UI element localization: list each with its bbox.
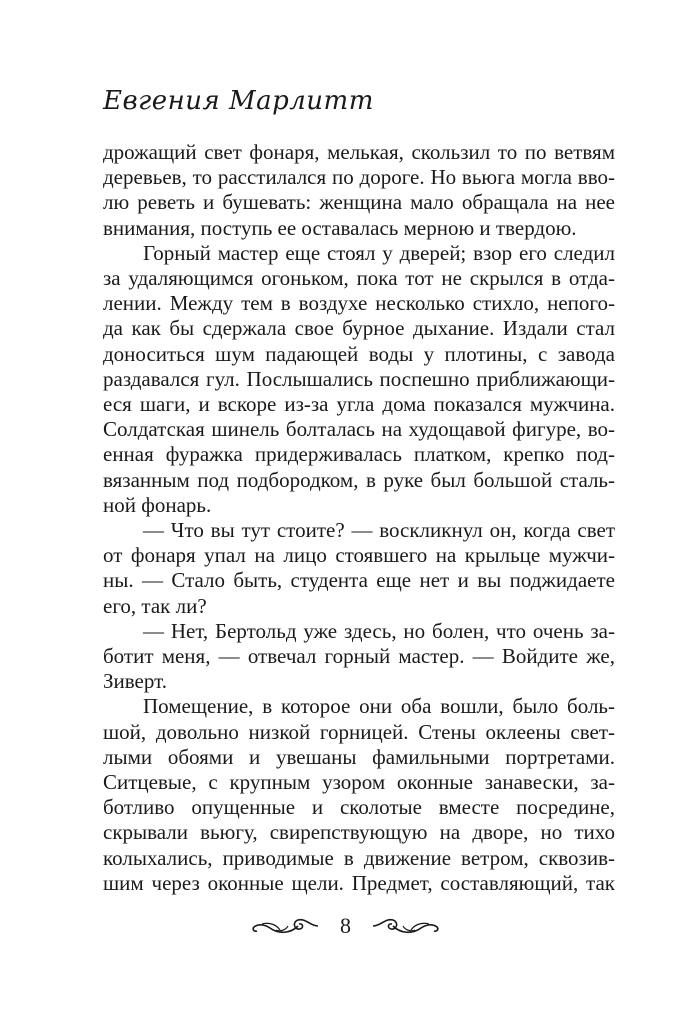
text-line: его, так ли? — [103, 593, 207, 618]
text-line: ботливо опущенные и сколотые вместе посредине, — [103, 795, 615, 820]
running-header-author: Евгения Марлитт — [103, 86, 374, 116]
right-flourish-icon — [371, 914, 441, 938]
text-line: внимания, поступь ее оставалась мерною и твердою. — [103, 215, 577, 240]
paragraph — [103, 518, 615, 619]
text-line: шим через оконные щели. Предмет, составляющий, так — [103, 870, 615, 895]
text-line: вязанным под подбородком, в руке был большой сталь- — [103, 467, 615, 492]
text-line: лыми обоями и увешаны фамильными портретами. — [103, 744, 615, 769]
text-line: Зиверт. — [103, 669, 167, 694]
text-line: колыхались, приводимые в движение ветром, сквозив- — [103, 845, 615, 870]
body-text — [103, 140, 615, 896]
left-flourish-icon — [250, 914, 320, 938]
text-line: — Что вы тут стоите? — воскликнул он, когда свет — [143, 518, 615, 543]
text-line: — Нет, Бертольд уже здесь, но болен, что очень за- — [143, 618, 615, 643]
page-number: 8 — [340, 913, 351, 938]
paragraph — [103, 140, 615, 241]
text-line: шой, довольно низкой горницей. Стены оклеены свет- — [103, 719, 615, 744]
text-line: дрожащий свет фонаря, мелькая, скользил то по ветвям — [103, 140, 615, 164]
text-line: скрывали вьюгу, свирепствующую на дворе, но тихо — [103, 820, 615, 845]
paragraph — [103, 619, 615, 695]
text-line: от фонаря упал на лицо стоявшего на крыльце мужчи- — [103, 543, 615, 568]
text-line: деревьев, то расстилался по дороге. Но вьюга могла вво- — [103, 165, 615, 190]
text-line: ботит меня, — отвечал горный мастер. — Войдите же, — [103, 644, 615, 669]
text-line: да как бы сдержала свое бурное дыхание. Издали стал — [103, 316, 615, 341]
text-line: лю реветь и бушевать: женщина мало обращала на нее — [103, 190, 615, 215]
page-footer — [0, 912, 691, 940]
text-line: еся шаги, и вскоре из-за угла дома показался мужчина. — [103, 392, 615, 417]
text-line: ны. — Стало быть, студента еще нет и вы поджидаете — [103, 568, 615, 593]
paragraph — [103, 694, 615, 896]
text-line: Горный мастер еще стоял у дверей; взор его следил — [143, 240, 615, 265]
text-line: доноситься шум падающей воды у плотины, с завода — [103, 341, 615, 366]
text-line: Ситцевые, с крупным узором оконные занавески, за- — [103, 770, 615, 795]
text-line: за удаляющимся огоньком, пока тот не скрылся в отда- — [103, 266, 615, 291]
text-line: ной фонарь. — [103, 492, 212, 517]
text-line: Солдатская шинель болталась на худощавой фигуре, во- — [103, 417, 615, 442]
text-line: лении. Между тем в воздухе несколько стихло, непого- — [103, 291, 615, 316]
text-line: раздавался гул. Послышались поспешно приближающи- — [103, 366, 615, 391]
text-line: енная фуражка придерживалась платком, крепко под- — [103, 442, 615, 467]
paragraph — [103, 241, 615, 518]
text-line: Помещение, в которое они оба вошли, было боль- — [143, 694, 615, 719]
